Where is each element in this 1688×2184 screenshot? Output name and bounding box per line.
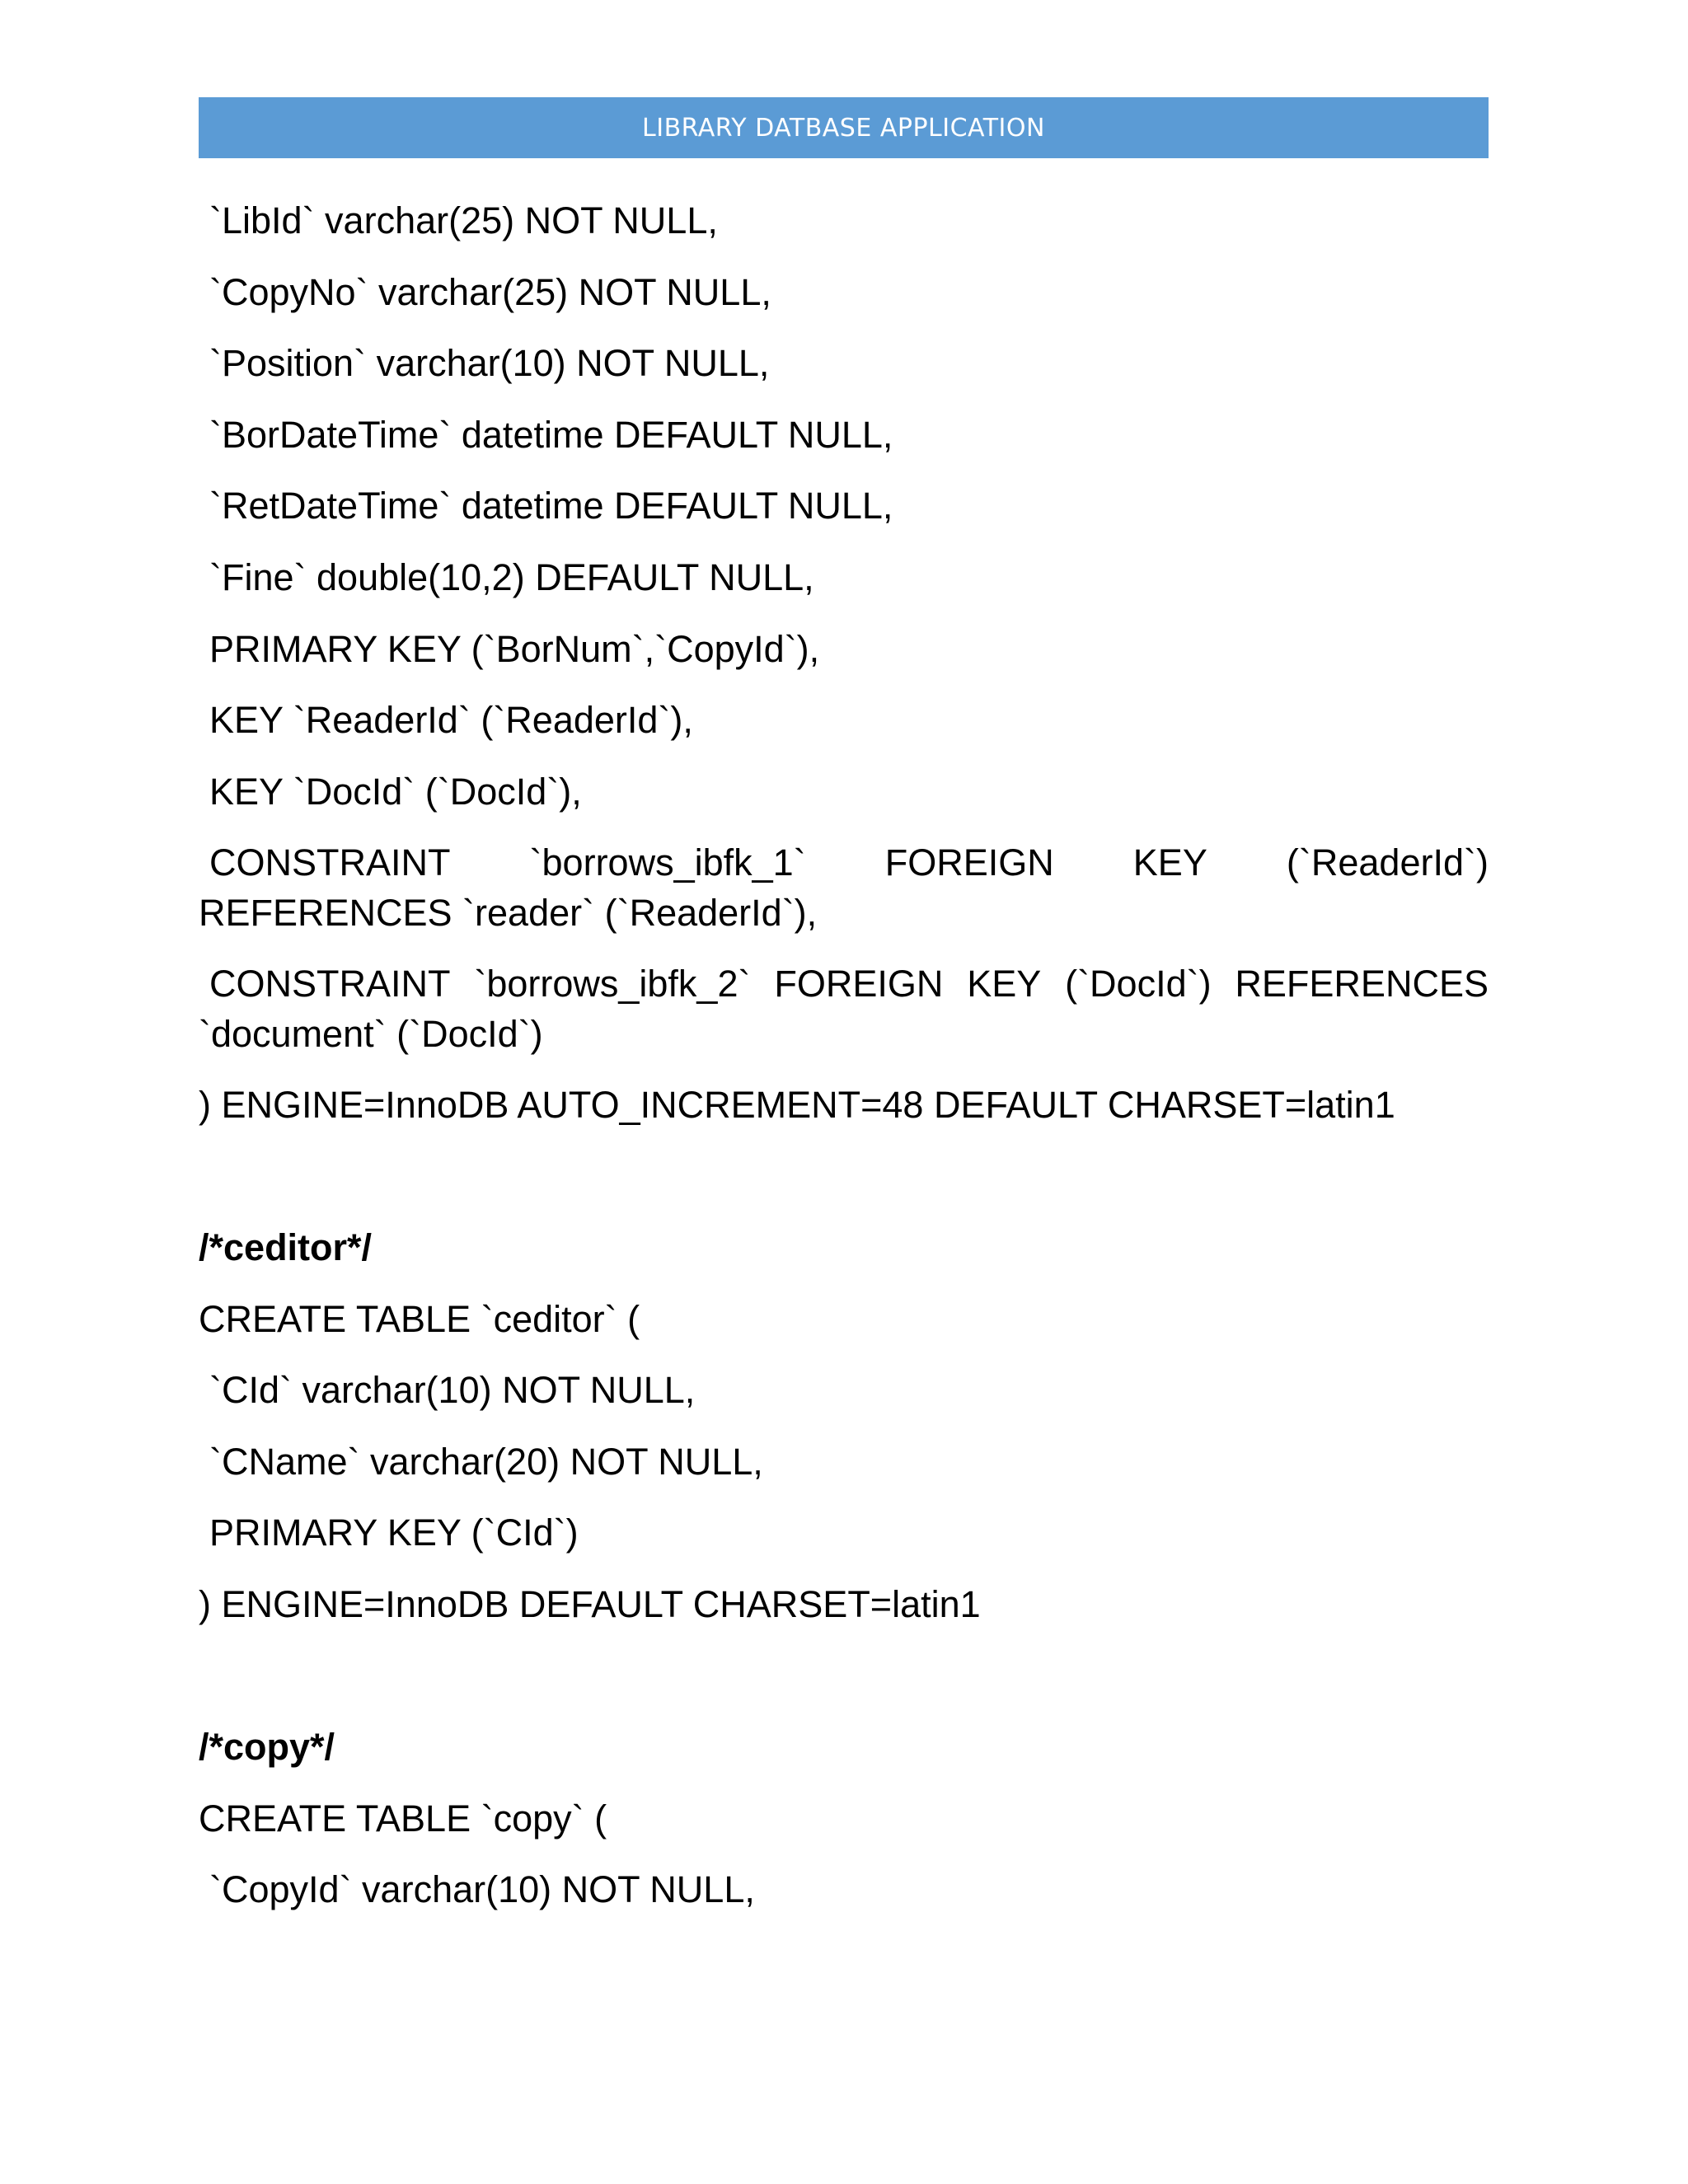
sql-line-constraint-1-refs: REFERENCES `reader` (`ReaderId`), — [199, 892, 818, 934]
sql-line-create-ceditor: CREATE TABLE `ceditor` ( — [199, 1298, 640, 1340]
sql-line-primary-key: PRIMARY KEY (`BorNum`,`CopyId`), — [209, 628, 820, 670]
sql-line-constraint-1 — [199, 838, 1489, 888]
sql-line-key-readerid: KEY `ReaderId` (`ReaderId`), — [209, 699, 693, 741]
word: KEY — [967, 963, 1042, 1005]
sql-line-engine-ceditor: ) ENGINE=InnoDB DEFAULT CHARSET=latin1 — [199, 1583, 981, 1625]
sql-line-create-copy: CREATE TABLE `copy` ( — [199, 1797, 607, 1840]
section-comment-ceditor: /*ceditor*/ — [199, 1226, 373, 1268]
header-title: LIBRARY DATBASE APPLICATION — [642, 113, 1045, 143]
sql-line-primary-key-cid: PRIMARY KEY (`CId`) — [209, 1511, 579, 1554]
word: CONSTRAINT — [209, 841, 451, 883]
sql-line-cname: `CName` varchar(20) NOT NULL, — [209, 1441, 763, 1483]
section-comment-copy: /*copy*/ — [199, 1726, 335, 1768]
sql-line-libid: `LibId` varchar(25) NOT NULL, — [209, 199, 718, 241]
sql-line-position: `Position` varchar(10) NOT NULL, — [209, 342, 770, 384]
word: REFERENCES — [1235, 963, 1489, 1005]
word: (`DocId`) — [1065, 963, 1212, 1005]
sql-line-key-docid: KEY `DocId` (`DocId`), — [209, 771, 582, 813]
sql-line-constraint-2-refs: `document` (`DocId`) — [199, 1013, 543, 1055]
sql-line-constraint-2 — [199, 959, 1489, 1009]
word: `borrows_ibfk_1` — [529, 841, 806, 883]
word: CONSTRAINT — [209, 963, 451, 1005]
sql-line-engine-borrows: ) ENGINE=InnoDB AUTO_INCREMENT=48 DEFAULT CHARSET=latin1 — [199, 1084, 1395, 1126]
word: FOREIGN — [774, 963, 944, 1005]
word: FOREIGN — [884, 841, 1054, 883]
sql-line-bordatetime: `BorDateTime` datetime DEFAULT NULL, — [209, 414, 893, 456]
document-header — [199, 97, 1489, 158]
word: (`ReaderId`) — [1286, 841, 1489, 883]
word: KEY — [1132, 841, 1207, 883]
sql-line-cid: `CId` varchar(10) NOT NULL, — [209, 1369, 696, 1411]
sql-line-copyno: `CopyNo` varchar(25) NOT NULL, — [209, 271, 771, 313]
sql-line-fine: `Fine` double(10,2) DEFAULT NULL, — [209, 556, 814, 598]
word: `borrows_ibfk_2` — [474, 963, 751, 1005]
sql-line-retdatetime: `RetDateTime` datetime DEFAULT NULL, — [209, 485, 893, 527]
sql-line-copyid: `CopyId` varchar(10) NOT NULL, — [209, 1868, 755, 1910]
